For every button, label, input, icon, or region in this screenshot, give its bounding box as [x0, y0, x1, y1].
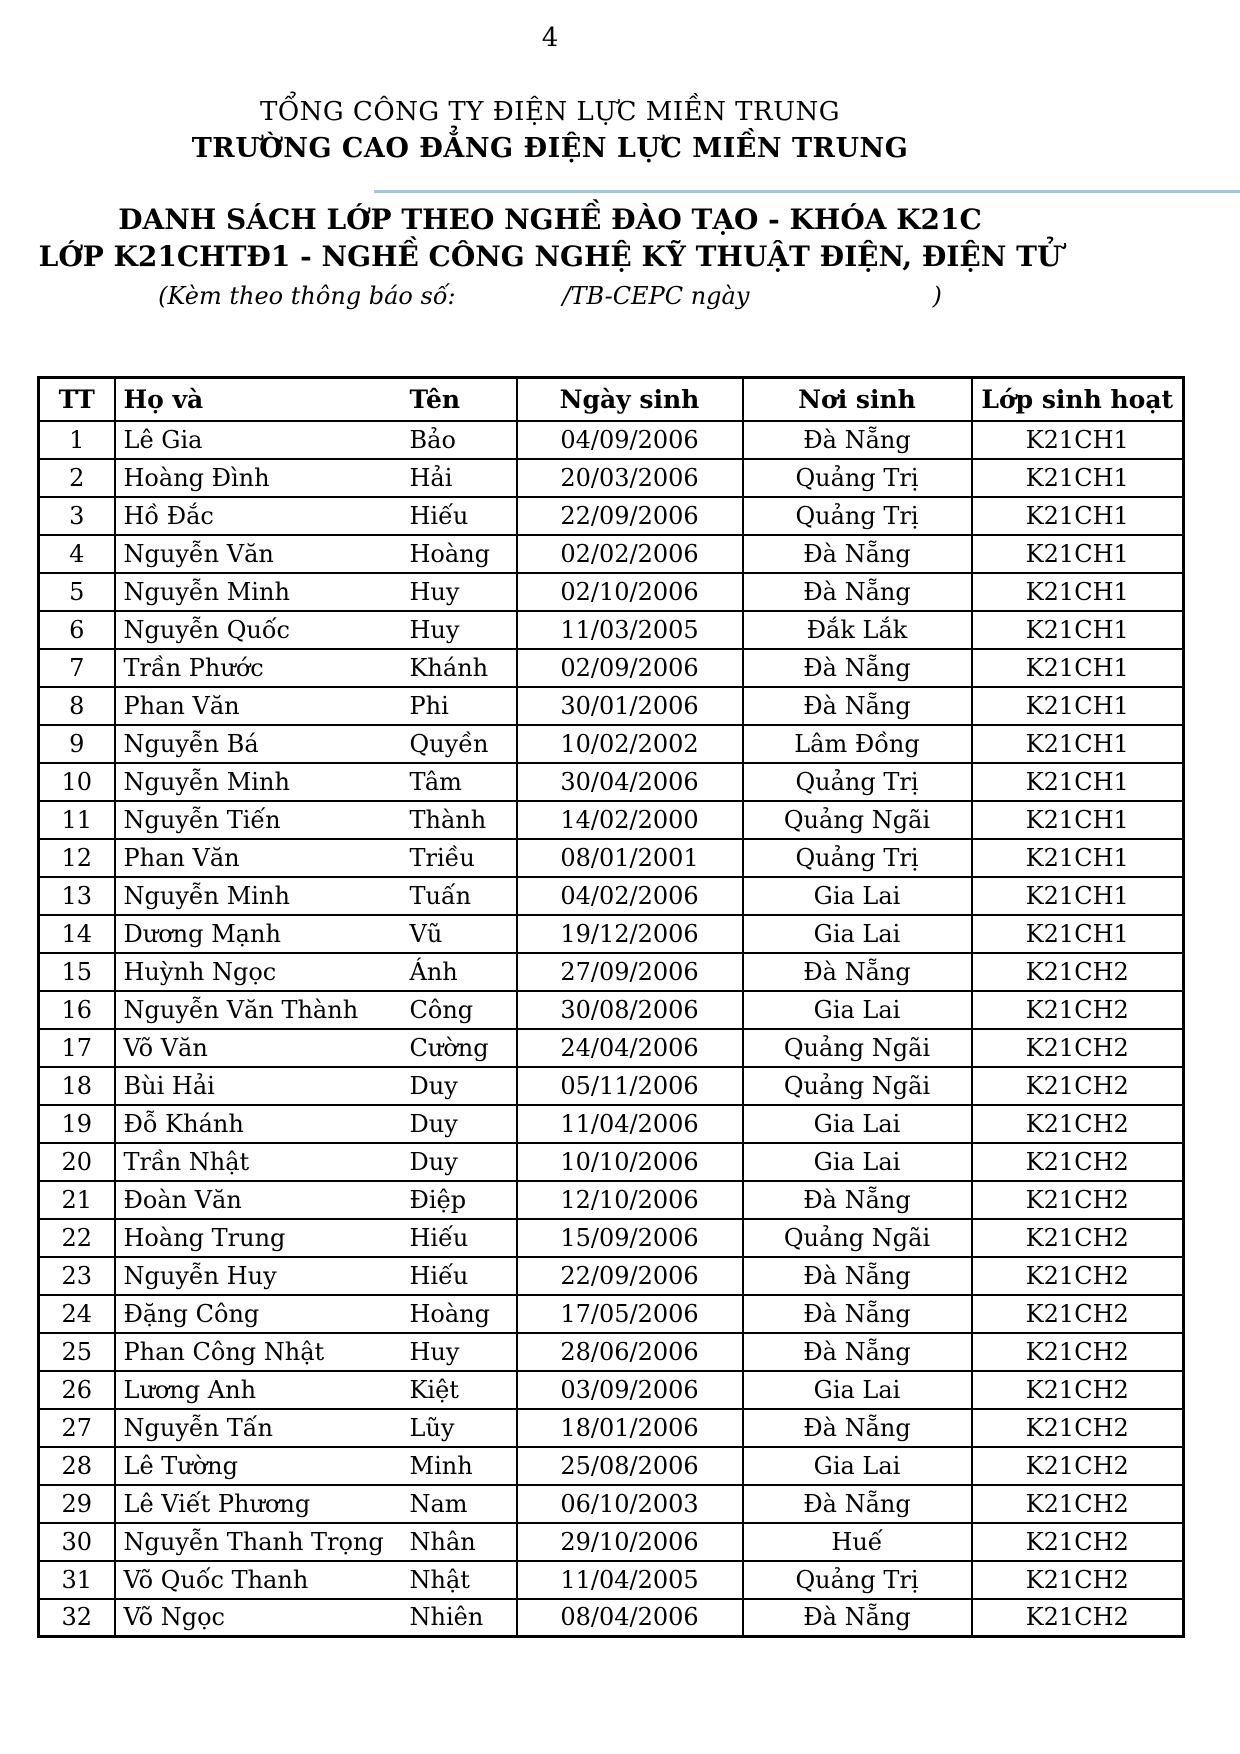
- cell-birthdate: 24/04/2006: [517, 1029, 743, 1067]
- list-title: DANH SÁCH LỚP THEO NGHỀ ĐÀO TẠO - KHÓA K21C: [118, 203, 982, 236]
- cell-activity-class: K21CH2: [972, 1295, 1184, 1333]
- cell-activity-class: K21CH1: [972, 687, 1184, 725]
- student-row: [39, 839, 1184, 877]
- cell-activity-class: K21CH1: [972, 611, 1184, 649]
- cell-given-name: Hoàng: [409, 539, 491, 568]
- cell-given-name: Nhiên: [409, 1603, 484, 1632]
- cell-birthdate: 27/09/2006: [517, 953, 743, 991]
- cell-name: [115, 421, 517, 459]
- cell-birthplace: Huế: [743, 1523, 972, 1561]
- cell-name: [115, 763, 517, 801]
- cell-birthdate: 25/08/2006: [517, 1447, 743, 1485]
- cell-activity-class: K21CH2: [972, 1333, 1184, 1371]
- cell-activity-class: K21CH1: [972, 725, 1184, 763]
- cell-birthplace: Đà Nẵng: [743, 1599, 972, 1637]
- cell-given-name: Công: [409, 995, 474, 1024]
- student-row: [39, 725, 1184, 763]
- student-row: [39, 1143, 1184, 1181]
- cell-name: [115, 1105, 517, 1143]
- cell-birthdate: 06/10/2003: [517, 1485, 743, 1523]
- cell-activity-class: K21CH1: [972, 801, 1184, 839]
- cell-birthplace: Đà Nẵng: [743, 573, 972, 611]
- cell-activity-class: K21CH2: [972, 1409, 1184, 1447]
- cell-activity-class: K21CH2: [972, 1219, 1184, 1257]
- cell-tt: 1: [39, 421, 115, 459]
- cell-activity-class: K21CH1: [972, 649, 1184, 687]
- cell-tt: 20: [39, 1143, 115, 1181]
- cell-tt: 10: [39, 763, 115, 801]
- cell-activity-class: K21CH2: [972, 1599, 1184, 1637]
- cell-birthdate: 04/09/2006: [517, 421, 743, 459]
- student-row: [39, 573, 1184, 611]
- student-row: [39, 611, 1184, 649]
- cell-given-name: Phi: [409, 691, 449, 720]
- cell-birthplace: Gia Lai: [743, 991, 972, 1029]
- student-row: [39, 915, 1184, 953]
- cell-birthplace: Đà Nẵng: [743, 687, 972, 725]
- student-row: [39, 953, 1184, 991]
- cell-family-name: Nguyễn Tấn: [123, 1413, 273, 1442]
- cell-given-name: Khánh: [409, 653, 489, 682]
- cell-name: [115, 611, 517, 649]
- cell-birthdate: 18/01/2006: [517, 1409, 743, 1447]
- cell-family-name: Trần Phước: [123, 653, 264, 682]
- cell-given-name: Duy: [409, 1109, 458, 1138]
- cell-birthdate: 15/09/2006: [517, 1219, 743, 1257]
- cell-name: [115, 1029, 517, 1067]
- cell-tt: 22: [39, 1219, 115, 1257]
- student-row: [39, 1523, 1184, 1561]
- cell-given-name: Bảo: [409, 425, 456, 454]
- cell-birthdate: 22/09/2006: [517, 497, 743, 535]
- student-row: [39, 459, 1184, 497]
- student-row: [39, 1371, 1184, 1409]
- cell-activity-class: K21CH2: [972, 953, 1184, 991]
- cell-tt: 30: [39, 1523, 115, 1561]
- student-row: [39, 1105, 1184, 1143]
- student-row: [39, 1219, 1184, 1257]
- cell-tt: 9: [39, 725, 115, 763]
- cell-birthdate: 14/02/2000: [517, 801, 743, 839]
- cell-given-name: Ánh: [409, 957, 458, 986]
- cell-given-name: Huy: [409, 615, 460, 644]
- cell-tt: 32: [39, 1599, 115, 1637]
- cell-birthplace: Gia Lai: [743, 1447, 972, 1485]
- cell-tt: 21: [39, 1181, 115, 1219]
- cell-name: [115, 459, 517, 497]
- cell-birthplace: Gia Lai: [743, 1371, 972, 1409]
- cell-family-name: Nguyễn Minh: [123, 577, 290, 606]
- cell-birthplace: Gia Lai: [743, 915, 972, 953]
- cell-tt: 13: [39, 877, 115, 915]
- cell-tt: 25: [39, 1333, 115, 1371]
- cell-given-name: Huy: [409, 1337, 460, 1366]
- cell-name: [115, 1371, 517, 1409]
- student-roster-table: [37, 376, 1185, 1638]
- cell-activity-class: K21CH2: [972, 1181, 1184, 1219]
- header-ho-va: Họ và: [123, 384, 204, 414]
- cell-birthdate: 12/10/2006: [517, 1181, 743, 1219]
- student-row: [39, 1333, 1184, 1371]
- table-head: [39, 378, 1184, 421]
- cell-birthplace: Quảng Trị: [743, 1561, 972, 1599]
- cell-family-name: Lê Tường: [123, 1451, 239, 1480]
- cell-birthdate: 08/01/2001: [517, 839, 743, 877]
- cell-tt: 7: [39, 649, 115, 687]
- cell-tt: 28: [39, 1447, 115, 1485]
- cell-birthplace: Quảng Trị: [743, 459, 972, 497]
- student-row: [39, 1599, 1184, 1637]
- cell-name: [115, 953, 517, 991]
- cell-given-name: Nhật: [409, 1565, 470, 1594]
- cell-activity-class: K21CH2: [972, 1105, 1184, 1143]
- cell-given-name: Cường: [409, 1033, 489, 1062]
- cell-birthplace: Đắk Lắk: [743, 611, 972, 649]
- cell-name: [115, 573, 517, 611]
- cell-activity-class: K21CH2: [972, 1143, 1184, 1181]
- cell-tt: 29: [39, 1485, 115, 1523]
- page-number: 4: [541, 23, 559, 53]
- cell-birthplace: Quảng Trị: [743, 763, 972, 801]
- cell-birthdate: 04/02/2006: [517, 877, 743, 915]
- cell-activity-class: K21CH2: [972, 1447, 1184, 1485]
- cell-name: [115, 1143, 517, 1181]
- cell-tt: 6: [39, 611, 115, 649]
- cell-activity-class: K21CH2: [972, 1067, 1184, 1105]
- class-title: LỚP K21CHTĐ1 - NGHỀ CÔNG NGHỆ KỸ THUẬT ĐIỆN, ĐIỆN TỬ: [38, 240, 1062, 273]
- cell-tt: 17: [39, 1029, 115, 1067]
- cell-activity-class: K21CH1: [972, 421, 1184, 459]
- cell-birthplace: Đà Nẵng: [743, 1295, 972, 1333]
- cell-family-name: Hoàng Trung: [123, 1223, 286, 1252]
- header-tt: TT: [39, 378, 115, 421]
- cell-family-name: Nguyễn Bá: [123, 729, 259, 758]
- cell-birthdate: 30/01/2006: [517, 687, 743, 725]
- cell-name: [115, 1409, 517, 1447]
- cell-name: [115, 1067, 517, 1105]
- cell-activity-class: K21CH2: [972, 1257, 1184, 1295]
- cell-given-name: Hiếu: [409, 1223, 469, 1252]
- cell-name: [115, 1257, 517, 1295]
- student-row: [39, 687, 1184, 725]
- cell-birthplace: Đà Nẵng: [743, 649, 972, 687]
- cell-name: [115, 535, 517, 573]
- cell-birthplace: Đà Nẵng: [743, 1485, 972, 1523]
- cell-tt: 12: [39, 839, 115, 877]
- cell-tt: 15: [39, 953, 115, 991]
- cell-activity-class: K21CH2: [972, 991, 1184, 1029]
- cell-name: [115, 1561, 517, 1599]
- cell-name: [115, 1333, 517, 1371]
- cell-tt: 3: [39, 497, 115, 535]
- cell-tt: 4: [39, 535, 115, 573]
- cell-name: [115, 1599, 517, 1637]
- student-row: [39, 1029, 1184, 1067]
- cell-tt: 11: [39, 801, 115, 839]
- student-row: [39, 801, 1184, 839]
- cell-name: [115, 687, 517, 725]
- cell-tt: 14: [39, 915, 115, 953]
- cell-given-name: Nam: [409, 1489, 468, 1518]
- cell-name: [115, 877, 517, 915]
- cell-name: [115, 1485, 517, 1523]
- cell-birthplace: Quảng Ngãi: [743, 1067, 972, 1105]
- cell-birthplace: Đà Nẵng: [743, 1333, 972, 1371]
- student-row: [39, 877, 1184, 915]
- cell-family-name: Phan Văn: [123, 691, 240, 720]
- cell-family-name: Phan Công Nhật: [123, 1337, 325, 1366]
- cell-given-name: Hiếu: [409, 1261, 469, 1290]
- cell-given-name: Nhân: [409, 1527, 476, 1556]
- cell-tt: 19: [39, 1105, 115, 1143]
- cell-birthplace: Quảng Trị: [743, 497, 972, 535]
- student-row: [39, 991, 1184, 1029]
- cell-given-name: Duy: [409, 1147, 458, 1176]
- cell-family-name: Nguyễn Minh: [123, 767, 290, 796]
- cell-name: [115, 801, 517, 839]
- cell-family-name: Lê Gia: [123, 425, 203, 454]
- org-name-school: TRƯỜNG CAO ĐẲNG ĐIỆN LỰC MIỀN TRUNG: [191, 133, 909, 164]
- attachment-note: (Kèm theo thông báo số: /TB-CEPC ngày ): [158, 282, 942, 310]
- cell-birthdate: 20/03/2006: [517, 459, 743, 497]
- cell-given-name: Hiếu: [409, 501, 469, 530]
- cell-tt: 26: [39, 1371, 115, 1409]
- cell-activity-class: K21CH2: [972, 1485, 1184, 1523]
- cell-name: [115, 1447, 517, 1485]
- cell-activity-class: K21CH1: [972, 763, 1184, 801]
- cell-tt: 2: [39, 459, 115, 497]
- student-row: [39, 1409, 1184, 1447]
- cell-birthdate: 11/04/2005: [517, 1561, 743, 1599]
- cell-birthplace: Đà Nẵng: [743, 1257, 972, 1295]
- cell-tt: 23: [39, 1257, 115, 1295]
- cell-family-name: Nguyễn Quốc: [123, 615, 290, 644]
- header-birthdate: Ngày sinh: [517, 378, 743, 421]
- cell-family-name: Võ Quốc Thanh: [123, 1565, 309, 1594]
- cell-family-name: Võ Văn: [123, 1033, 208, 1062]
- cell-family-name: Trần Nhật: [123, 1147, 250, 1176]
- cell-birthdate: 11/04/2006: [517, 1105, 743, 1143]
- cell-given-name: Thành: [409, 805, 487, 834]
- cell-birthdate: 02/02/2006: [517, 535, 743, 573]
- cell-birthplace: Đà Nẵng: [743, 535, 972, 573]
- cell-family-name: Lê Viết Phương: [123, 1489, 311, 1518]
- cell-family-name: Lương Anh: [123, 1375, 257, 1404]
- cell-birthplace: Quảng Ngãi: [743, 1029, 972, 1067]
- cell-family-name: Nguyễn Tiến: [123, 805, 281, 834]
- cell-family-name: Nguyễn Thanh Trọng: [123, 1527, 384, 1556]
- header-underline: [374, 190, 1240, 193]
- cell-birthdate: 10/02/2002: [517, 725, 743, 763]
- cell-family-name: Hoàng Đình: [123, 463, 270, 492]
- cell-birthplace: Gia Lai: [743, 877, 972, 915]
- student-table-body: [39, 421, 1184, 1637]
- header-name: [115, 378, 517, 421]
- cell-tt: 5: [39, 573, 115, 611]
- cell-birthdate: 22/09/2006: [517, 1257, 743, 1295]
- cell-tt: 31: [39, 1561, 115, 1599]
- cell-given-name: Hoàng: [409, 1299, 491, 1328]
- cell-activity-class: K21CH2: [972, 1561, 1184, 1599]
- cell-birthdate: 29/10/2006: [517, 1523, 743, 1561]
- cell-birthplace: Lâm Đồng: [743, 725, 972, 763]
- cell-given-name: Minh: [409, 1451, 473, 1480]
- cell-birthplace: Đà Nẵng: [743, 1409, 972, 1447]
- student-row: [39, 1295, 1184, 1333]
- cell-birthdate: 02/10/2006: [517, 573, 743, 611]
- cell-birthplace: Đà Nẵng: [743, 421, 972, 459]
- cell-tt: 8: [39, 687, 115, 725]
- student-row: [39, 1447, 1184, 1485]
- cell-family-name: Nguyễn Văn: [123, 539, 274, 568]
- header-activity-class: Lớp sinh hoạt: [972, 378, 1184, 421]
- cell-family-name: Đỗ Khánh: [123, 1109, 244, 1138]
- cell-birthdate: 11/03/2005: [517, 611, 743, 649]
- cell-birthdate: 30/04/2006: [517, 763, 743, 801]
- cell-activity-class: K21CH2: [972, 1523, 1184, 1561]
- cell-given-name: Lũy: [409, 1413, 455, 1442]
- cell-family-name: Đoàn Văn: [123, 1185, 242, 1214]
- cell-given-name: Duy: [409, 1071, 458, 1100]
- cell-birthplace: Gia Lai: [743, 1143, 972, 1181]
- org-name-parent-company: TỔNG CÔNG TY ĐIỆN LỰC MIỀN TRUNG: [259, 97, 841, 127]
- student-row: [39, 1181, 1184, 1219]
- cell-activity-class: K21CH1: [972, 839, 1184, 877]
- cell-tt: 16: [39, 991, 115, 1029]
- cell-name: [115, 1295, 517, 1333]
- cell-given-name: Triều: [409, 843, 475, 872]
- student-row: [39, 1257, 1184, 1295]
- student-row: [39, 763, 1184, 801]
- cell-name: [115, 915, 517, 953]
- cell-name: [115, 497, 517, 535]
- cell-family-name: Phan Văn: [123, 843, 240, 872]
- cell-given-name: Tuấn: [409, 881, 472, 910]
- student-row: [39, 1561, 1184, 1599]
- cell-family-name: Nguyễn Huy: [123, 1261, 277, 1290]
- cell-family-name: Hồ Đắc: [123, 501, 214, 530]
- cell-family-name: Huỳnh Ngọc: [123, 957, 277, 986]
- cell-activity-class: K21CH1: [972, 497, 1184, 535]
- cell-birthdate: 08/04/2006: [517, 1599, 743, 1637]
- cell-birthdate: 10/10/2006: [517, 1143, 743, 1181]
- cell-birthdate: 05/11/2006: [517, 1067, 743, 1105]
- cell-tt: 24: [39, 1295, 115, 1333]
- cell-given-name: Vũ: [409, 919, 443, 948]
- cell-activity-class: K21CH1: [972, 535, 1184, 573]
- cell-name: [115, 991, 517, 1029]
- cell-name: [115, 839, 517, 877]
- cell-birthplace: Gia Lai: [743, 1105, 972, 1143]
- cell-tt: 27: [39, 1409, 115, 1447]
- cell-name: [115, 1523, 517, 1561]
- student-row: [39, 1067, 1184, 1105]
- cell-birthdate: 17/05/2006: [517, 1295, 743, 1333]
- cell-given-name: Quyền: [409, 729, 489, 758]
- cell-birthplace: Quảng Ngãi: [743, 1219, 972, 1257]
- cell-birthplace: Đà Nẵng: [743, 953, 972, 991]
- header-ten: Tên: [409, 384, 461, 414]
- cell-family-name: Nguyễn Minh: [123, 881, 290, 910]
- cell-name: [115, 1181, 517, 1219]
- cell-activity-class: K21CH1: [972, 459, 1184, 497]
- table-header-row: [39, 378, 1184, 421]
- header-birthplace: Nơi sinh: [743, 378, 972, 421]
- cell-activity-class: K21CH1: [972, 573, 1184, 611]
- document-header: [0, 0, 1100, 340]
- student-row: [39, 421, 1184, 459]
- cell-given-name: Điệp: [409, 1185, 467, 1214]
- cell-birthdate: 03/09/2006: [517, 1371, 743, 1409]
- cell-given-name: Huy: [409, 577, 460, 606]
- cell-birthplace: Quảng Ngãi: [743, 801, 972, 839]
- cell-activity-class: K21CH2: [972, 1029, 1184, 1067]
- cell-tt: 18: [39, 1067, 115, 1105]
- cell-given-name: Tâm: [409, 767, 462, 796]
- cell-family-name: Đặng Công: [123, 1299, 260, 1328]
- cell-given-name: Kiệt: [409, 1375, 459, 1404]
- cell-activity-class: K21CH1: [972, 877, 1184, 915]
- cell-name: [115, 649, 517, 687]
- cell-activity-class: K21CH2: [972, 1371, 1184, 1409]
- cell-family-name: Bùi Hải: [123, 1071, 215, 1100]
- student-row: [39, 497, 1184, 535]
- student-row: [39, 535, 1184, 573]
- cell-activity-class: K21CH1: [972, 915, 1184, 953]
- cell-birthplace: Đà Nẵng: [743, 1181, 972, 1219]
- cell-name: [115, 725, 517, 763]
- cell-birthdate: 30/08/2006: [517, 991, 743, 1029]
- cell-name: [115, 1219, 517, 1257]
- cell-birthplace: Quảng Trị: [743, 839, 972, 877]
- cell-family-name: Nguyễn Văn Thành: [123, 995, 359, 1024]
- cell-family-name: Võ Ngọc: [123, 1603, 225, 1632]
- cell-family-name: Dương Mạnh: [123, 919, 281, 948]
- student-row: [39, 1485, 1184, 1523]
- cell-birthdate: 02/09/2006: [517, 649, 743, 687]
- cell-given-name: Hải: [409, 463, 453, 492]
- student-row: [39, 649, 1184, 687]
- cell-birthdate: 28/06/2006: [517, 1333, 743, 1371]
- cell-birthdate: 19/12/2006: [517, 915, 743, 953]
